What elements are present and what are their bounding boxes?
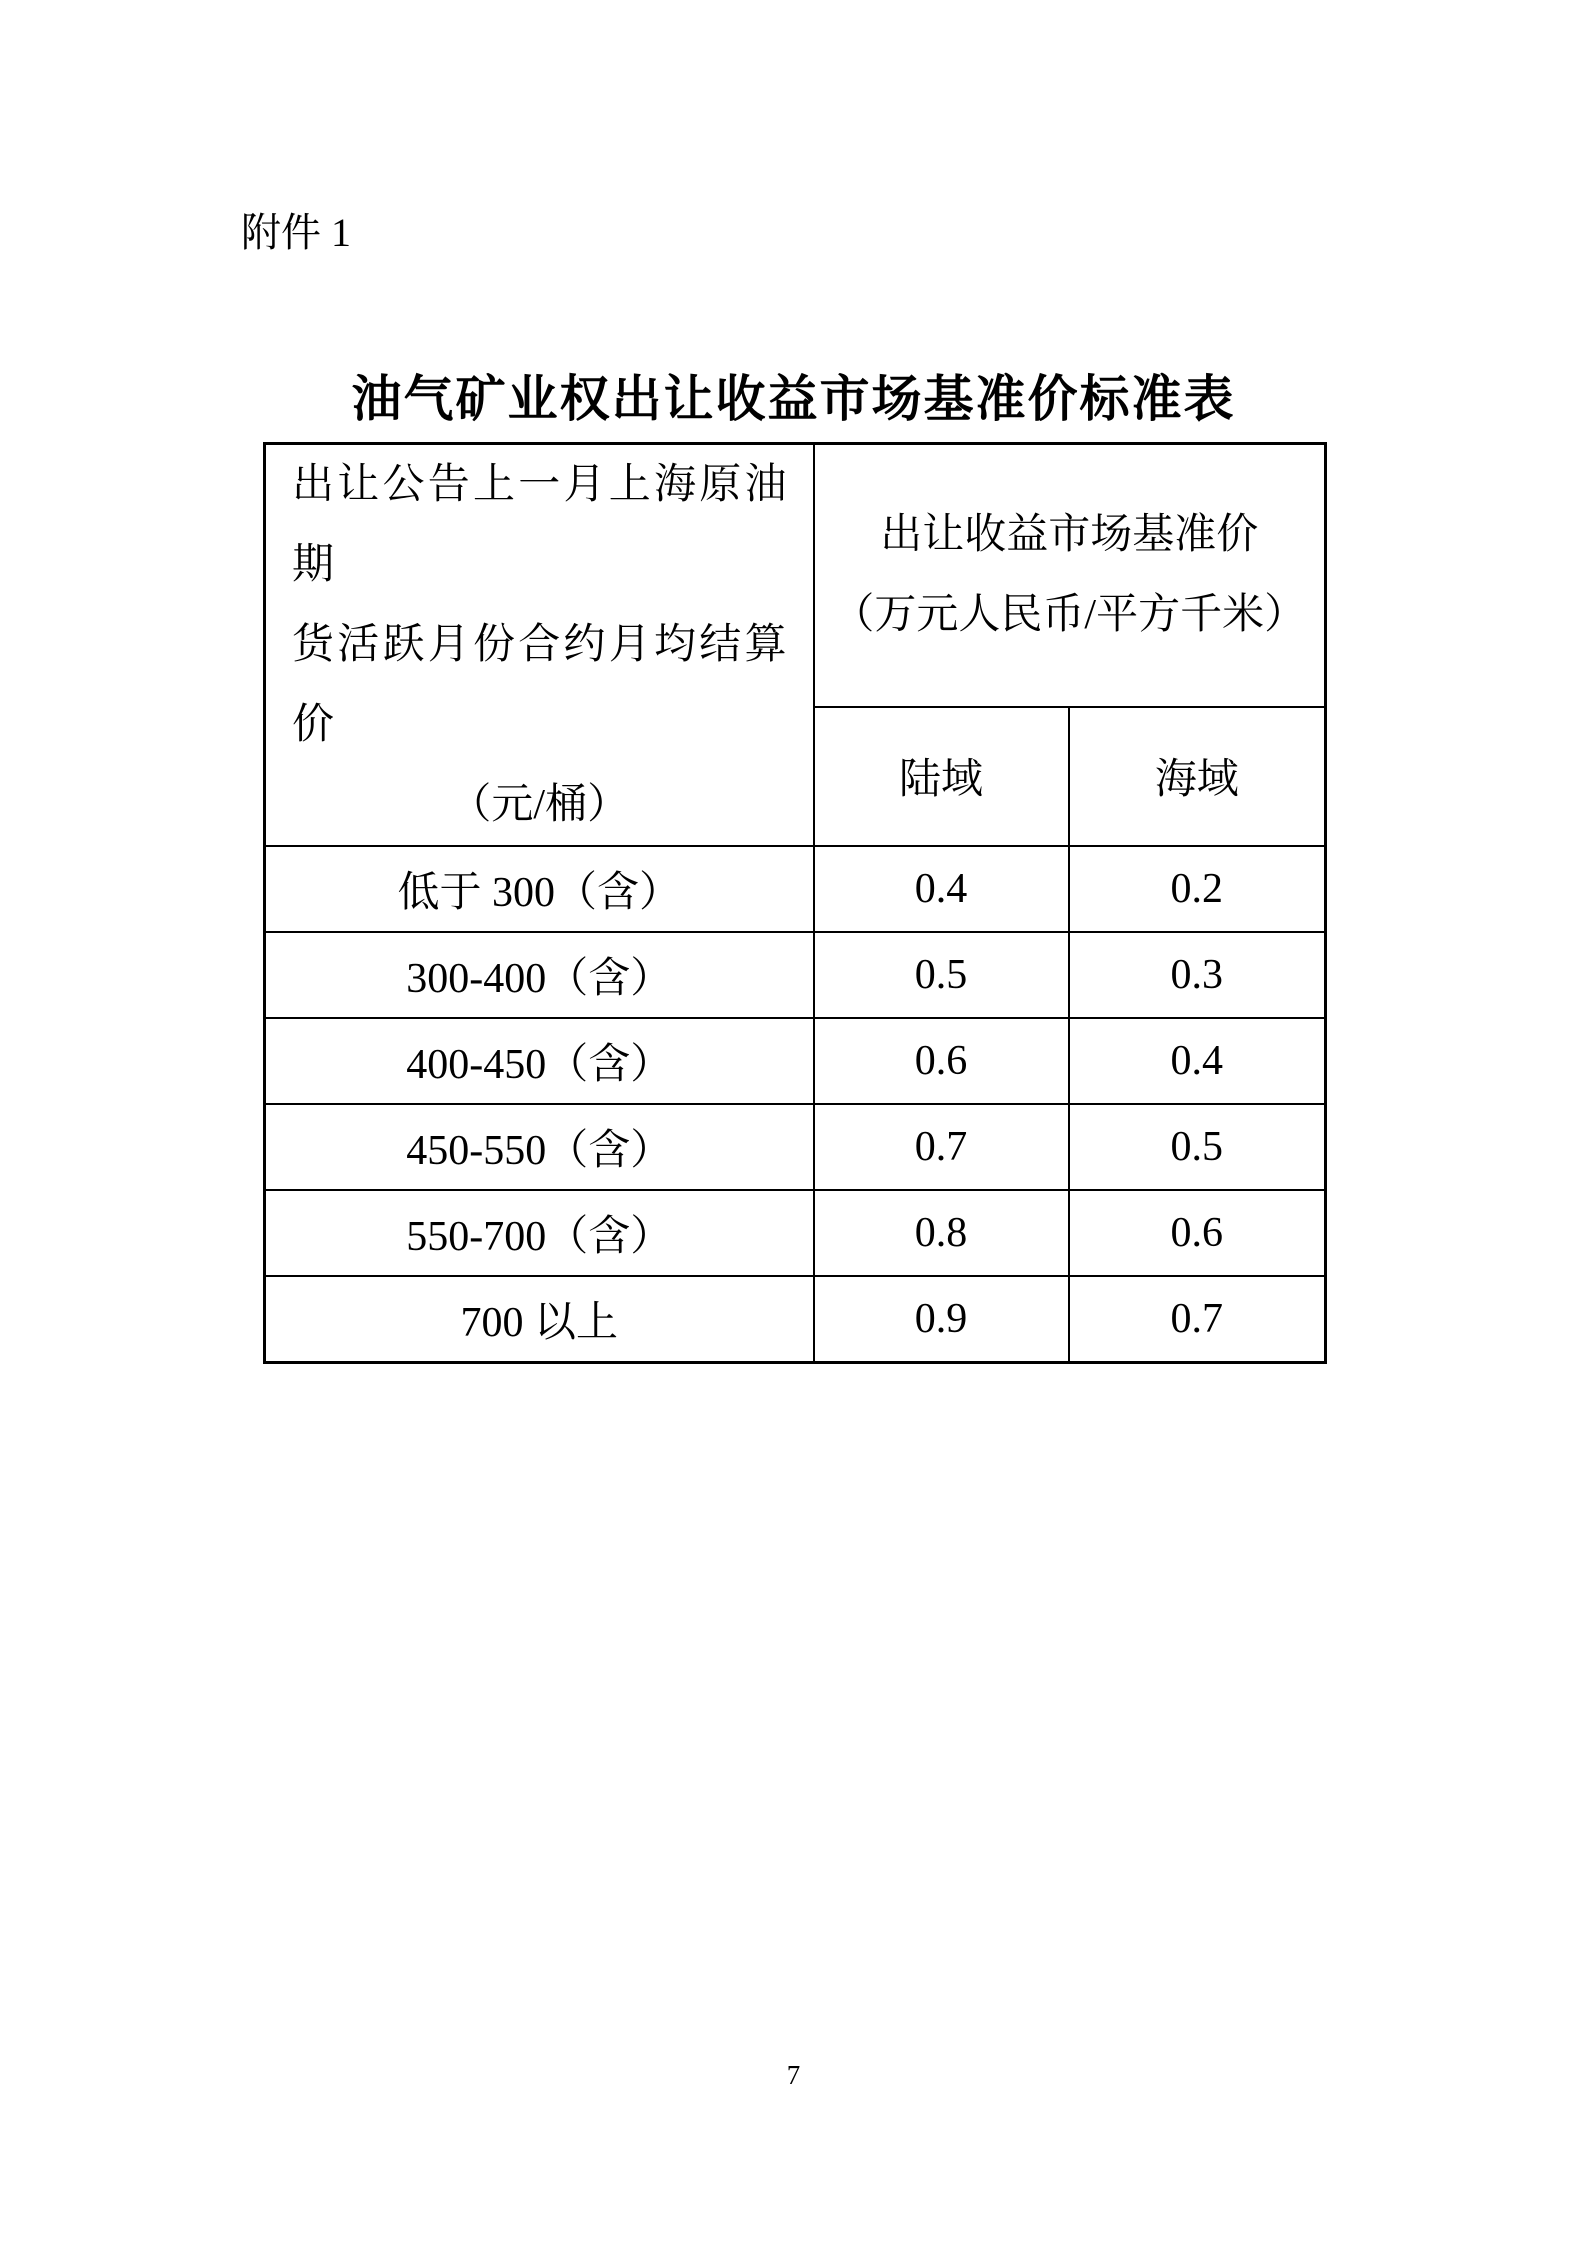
land-value-cell: 0.4 — [814, 846, 1069, 932]
header-cell-settlement-price — [265, 444, 814, 847]
settlement-price-unit: （元/桶） — [449, 782, 630, 828]
land-value-cell: 0.9 — [814, 1276, 1069, 1363]
land-value-cell: 0.5 — [814, 932, 1069, 1018]
benchmark-price-unit: （万元人民币/平方千米） — [832, 592, 1307, 639]
price-range-cell: 低于 300（含） — [265, 846, 814, 932]
price-range-cell: 450-550（含） — [265, 1104, 814, 1190]
land-value-cell: 0.8 — [814, 1190, 1069, 1276]
header-row-main — [265, 444, 1326, 707]
price-range-cell: 550-700（含） — [265, 1190, 814, 1276]
page-number: 7 — [786, 2060, 801, 2090]
table-row — [265, 846, 1326, 932]
subheader-land: 陆域 — [814, 707, 1069, 846]
settlement-price-line-1: 出让公告上一月上海原油期 — [292, 462, 787, 588]
land-value-cell: 0.7 — [814, 1104, 1069, 1190]
benchmark-price-line-1: 出让收益市场基准价 — [880, 512, 1259, 559]
table-row — [265, 1104, 1326, 1190]
price-range-cell: 300-400（含） — [265, 932, 814, 1018]
sea-value-cell: 0.3 — [1069, 932, 1326, 1018]
table-row — [265, 1018, 1326, 1104]
table-title: 油气矿业权出让收益市场基准价标准表 — [351, 371, 1236, 427]
table-row — [265, 1190, 1326, 1276]
price-range-cell: 700 以上 — [265, 1276, 814, 1363]
attachment-label: 附件 1 — [241, 210, 351, 255]
sea-value-cell: 0.2 — [1069, 846, 1326, 932]
subheader-sea: 海域 — [1069, 707, 1326, 846]
sea-value-cell: 0.4 — [1069, 1018, 1326, 1104]
benchmark-price-table — [263, 442, 1327, 1364]
table-row — [265, 932, 1326, 1018]
sea-value-cell: 0.7 — [1069, 1276, 1326, 1363]
sea-value-cell: 0.6 — [1069, 1190, 1326, 1276]
header-cell-benchmark-price — [814, 444, 1326, 707]
land-value-cell: 0.6 — [814, 1018, 1069, 1104]
sea-value-cell: 0.5 — [1069, 1104, 1326, 1190]
settlement-price-line-2: 货活跃月份合约月均结算价 — [292, 622, 787, 748]
table-row — [265, 1276, 1326, 1363]
price-range-cell: 400-450（含） — [265, 1018, 814, 1104]
